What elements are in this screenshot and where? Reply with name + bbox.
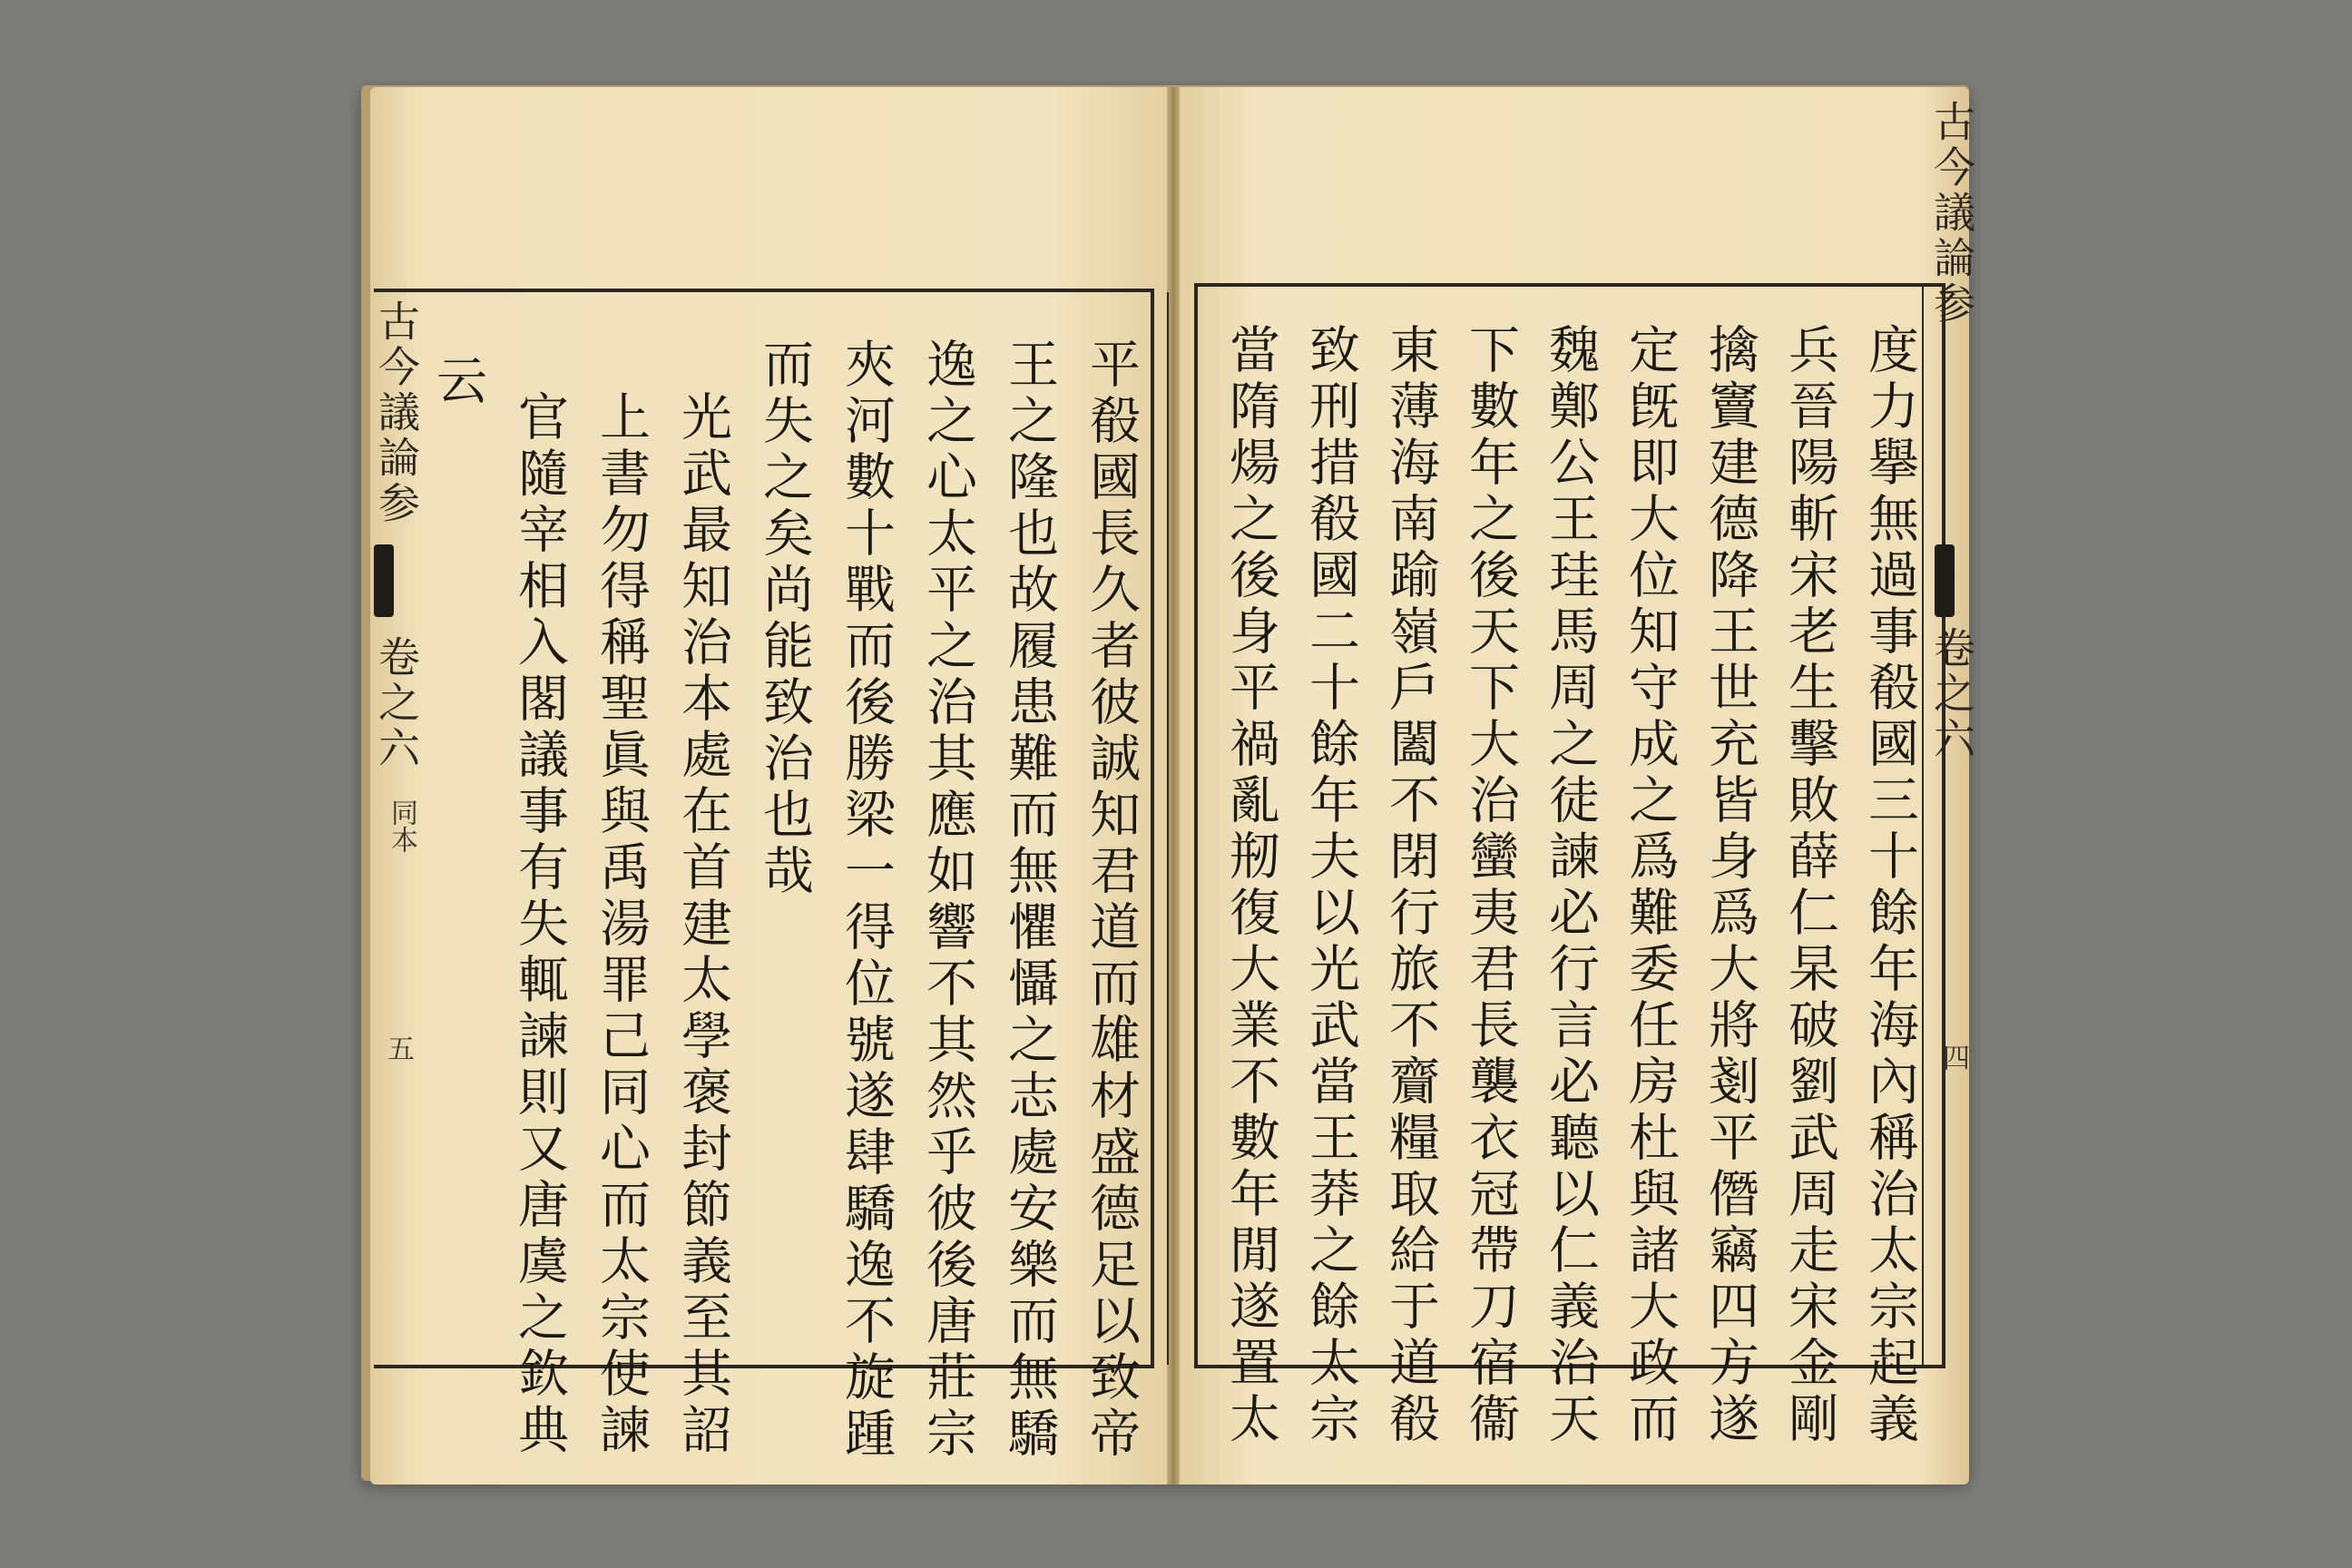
text-column: 平殽國長久者彼誠知君道而雄材盛德足以致帝 bbox=[1082, 338, 1141, 1463]
text-column: 致刑措殽國二十餘年夫以光武當王莽之餘太宗 bbox=[1301, 323, 1360, 1448]
text-column: 光武最知治本處在首建太學褒封節義至其詔 bbox=[673, 390, 732, 1459]
frame-inner-line bbox=[1167, 292, 1169, 1365]
text-column: 下數年之後天下大治蠻夷君長襲衣冠帶刀宿衞 bbox=[1461, 323, 1520, 1448]
left-margin-note: 同本 bbox=[386, 799, 417, 853]
frame-inner-line bbox=[1922, 287, 1924, 1365]
text-column: 當隋煬之後身平禍亂剏復大業不數年閒遂置太 bbox=[1221, 323, 1280, 1448]
text-column: 云 bbox=[428, 354, 487, 410]
text-column: 東薄海南踰嶺戶闔不閉行旅不齎糧取給于道殽 bbox=[1381, 323, 1440, 1448]
right-margin-volume: 卷之六 bbox=[1927, 626, 1976, 762]
text-column: 王之隆也故履患難而無懼懾之志處安樂而無驕 bbox=[1000, 338, 1059, 1463]
text-column: 逸之心太平之治其應如響不其然乎彼後唐莊宗 bbox=[918, 338, 977, 1463]
right-margin-title: 古今議論参 bbox=[1927, 100, 1976, 327]
left-margin-volume: 卷之六 bbox=[372, 635, 421, 771]
fishtail-mark bbox=[1935, 544, 1955, 617]
text-column: 夾河數十戰而後勝梁一得位號遂肆驕逸不旋踵 bbox=[837, 338, 896, 1463]
left-margin-folio: 五 bbox=[382, 1034, 414, 1062]
fishtail-mark bbox=[374, 544, 394, 617]
book-gutter bbox=[1167, 87, 1180, 1485]
text-column: 魏鄭公王珪馬周之徒諫必行言必聽以仁義治天 bbox=[1541, 323, 1600, 1448]
left-margin-title: 古今議論参 bbox=[372, 299, 421, 526]
right-margin-folio: 四 bbox=[1937, 1044, 1969, 1071]
text-column: 官隨宰相入閣議事有失輒諫則又唐虞之欽典 bbox=[510, 390, 569, 1459]
text-column: 兵晉陽斬宋老生擊敗薛仁杲破劉武周走宋金剛 bbox=[1780, 323, 1839, 1448]
text-column: 而失之矣尚能致治也哉 bbox=[755, 338, 814, 900]
text-column: 定旣即大位知守成之爲難委任房杜與諸大政而 bbox=[1621, 323, 1680, 1448]
text-column: 度力擧無過事殽國三十餘年海內稱治太宗起義 bbox=[1860, 323, 1919, 1448]
text-column: 擒竇建德降王世充皆身爲大將剗平僭竊四方遂 bbox=[1700, 323, 1759, 1448]
text-column: 上書勿得稱聖眞與禹湯罪己同心而太宗使諫 bbox=[592, 390, 651, 1459]
